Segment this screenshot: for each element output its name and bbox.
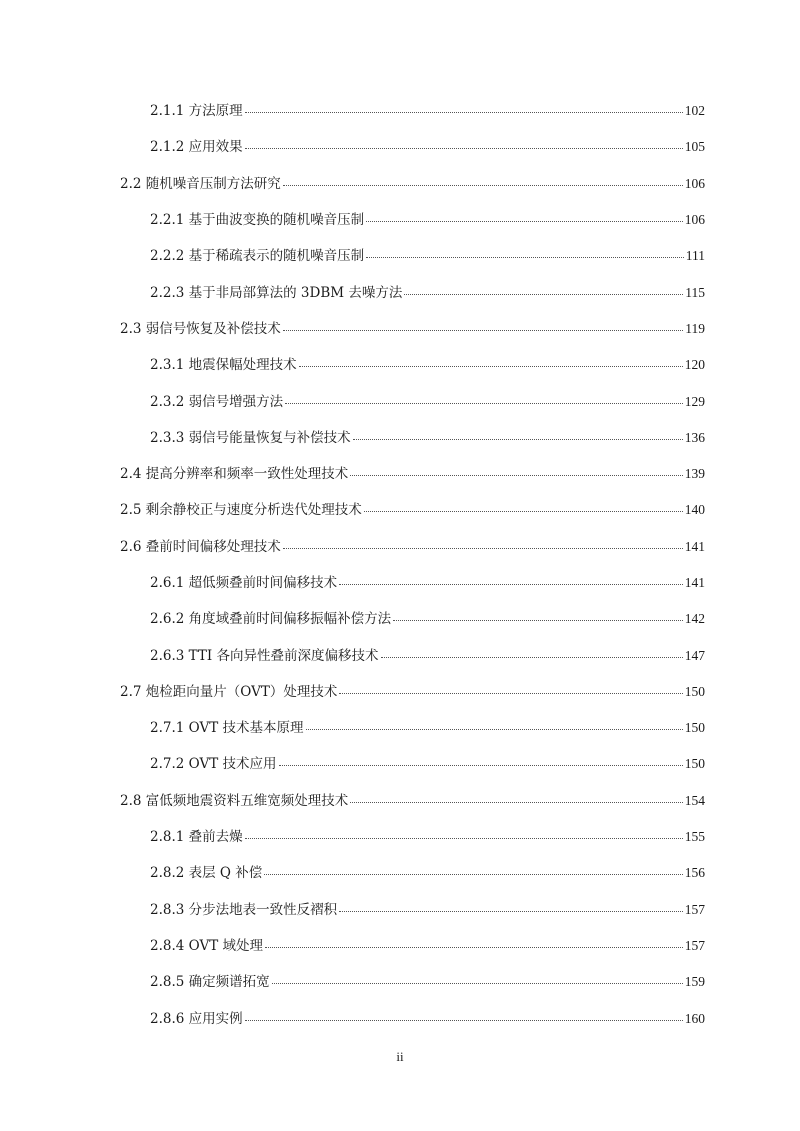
toc-entry-label: 2.6.2 角度域叠前时间偏移振幅补偿方法 (150, 611, 392, 628)
toc-entry-page: 155 (684, 829, 705, 845)
toc-entry[interactable] (0, 709, 800, 745)
dot-leader (283, 319, 683, 333)
toc-section-page: 119 (685, 320, 705, 336)
toc-entry-page: 150 (684, 756, 705, 772)
toc-entry[interactable] (0, 600, 800, 636)
toc-entry-label: 2.3.1 地震保幅处理技术 (150, 357, 297, 374)
toc-entry-label: 2.3.2 弱信号增强方法 (150, 393, 284, 410)
toc-section-label: 2.3 弱信号恢复及补偿技术 (120, 320, 281, 337)
toc-entry-label: 2.2.1 基于曲波变换的随机噪音压制 (150, 212, 365, 229)
dot-leader (245, 828, 683, 842)
toc-entry-label: 2.1.1 方法原理 (150, 103, 243, 120)
toc-section-page: 150 (684, 683, 705, 699)
toc-entry[interactable] (0, 237, 800, 273)
toc-entry[interactable] (0, 273, 800, 309)
toc-entry[interactable] (0, 128, 800, 164)
toc-section-page: 154 (684, 792, 705, 808)
toc-entry-label: 2.8.6 应用实例 (150, 1010, 243, 1027)
toc-entry-page: 115 (685, 284, 705, 300)
dot-leader (245, 138, 683, 152)
toc-entry[interactable] (0, 963, 800, 999)
page-number: ii (396, 1049, 404, 1064)
toc-entry-label: 2.7.2 OVT 技术应用 (150, 756, 277, 773)
dot-leader (306, 719, 683, 733)
dot-leader (279, 755, 683, 769)
toc-section-page: 140 (684, 502, 705, 518)
toc-entry-page: 129 (684, 393, 705, 409)
toc-section[interactable] (0, 165, 800, 201)
toc-section-page: 106 (684, 175, 705, 191)
toc-entry-page: 111 (685, 248, 705, 264)
toc-entry-page: 150 (684, 720, 705, 736)
toc-section-label: 2.4 提高分辨率和频率一致性处理技术 (120, 466, 349, 483)
toc-entry[interactable] (0, 92, 800, 128)
toc-entry-page: 136 (684, 429, 705, 445)
toc-entry-label: 2.3.3 弱信号能量恢复与补偿技术 (150, 429, 351, 446)
dot-leader (350, 791, 682, 805)
toc-entry-label: 2.2.2 基于稀疏表示的随机噪音压制 (150, 248, 365, 265)
dot-leader (350, 465, 682, 479)
toc-entry-page: 147 (684, 647, 705, 663)
toc-entry-page: 160 (684, 1010, 705, 1026)
dot-leader (353, 428, 683, 442)
toc-entry-page: 141 (684, 575, 705, 590)
toc-section[interactable] (0, 528, 800, 564)
dot-leader (265, 936, 683, 950)
toc-entry[interactable] (0, 382, 800, 418)
dot-leader (366, 211, 683, 225)
dot-leader (366, 247, 684, 261)
toc-entry[interactable] (0, 419, 800, 455)
toc-entry-label: 2.8.3 分步法地表一致性反褶积 (150, 901, 338, 918)
toc-entry[interactable] (0, 564, 800, 600)
toc-section[interactable] (0, 782, 800, 818)
dot-leader (245, 1009, 683, 1023)
dot-leader (339, 900, 683, 914)
dot-leader (299, 356, 683, 370)
toc-entry-page: 157 (684, 937, 705, 953)
toc-entry[interactable] (0, 818, 800, 854)
dot-leader (339, 574, 683, 588)
toc-entry[interactable] (0, 745, 800, 781)
dot-leader (393, 610, 683, 624)
dot-leader (245, 102, 683, 116)
dot-leader (404, 283, 683, 297)
dot-leader (272, 973, 683, 987)
dot-leader (283, 537, 683, 551)
toc-entry-label: 2.7.1 OVT 技术基本原理 (150, 720, 304, 737)
dot-leader (283, 174, 683, 188)
toc-entry-label: 2.8.1 叠前去燥 (150, 829, 243, 846)
toc-entry-page: 159 (684, 974, 705, 990)
toc-entry-label: 2.6.1 超低频叠前时间偏移技术 (150, 575, 338, 591)
toc-section-label: 2.7 炮检距向量片（OVT）处理技术 (120, 683, 338, 700)
toc-entry[interactable] (0, 927, 800, 963)
toc-entry[interactable] (0, 854, 800, 890)
toc-section[interactable] (0, 455, 800, 491)
toc-entry[interactable] (0, 346, 800, 382)
toc-section-label: 2.5 剩余静校正与速度分析迭代处理技术 (120, 502, 362, 519)
toc-section-page: 141 (684, 538, 705, 554)
toc-entry-label: 2.8.2 表层 Q 补偿 (150, 865, 263, 882)
toc-entry-page: 120 (684, 357, 705, 373)
toc-entry-label: 2.6.3 TTI 各向异性叠前深度偏移技术 (150, 647, 379, 664)
toc-entry-page: 106 (684, 212, 705, 228)
toc-section[interactable] (0, 491, 800, 527)
toc-entry-page: 105 (684, 139, 705, 155)
toc-entry-page: 157 (684, 901, 705, 917)
toc-section-label: 2.2 随机噪音压制方法研究 (120, 175, 281, 192)
toc-entry-label: 2.1.2 应用效果 (150, 139, 243, 156)
toc-entry[interactable] (0, 201, 800, 237)
dot-leader (339, 682, 682, 696)
toc-section[interactable] (0, 310, 800, 346)
toc-entry[interactable] (0, 891, 800, 927)
toc-entry-page: 142 (684, 611, 705, 627)
dot-leader (381, 646, 683, 660)
toc-entry-page: 156 (684, 865, 705, 881)
dot-leader (264, 864, 682, 878)
toc-entry[interactable] (0, 999, 800, 1035)
toc-entry-label: 2.2.3 基于非局部算法的 3DBM 去噪方法 (150, 284, 403, 301)
table-of-contents (0, 92, 800, 1036)
toc-entry-label: 2.8.4 OVT 域处理 (150, 937, 264, 954)
dot-leader (364, 501, 683, 515)
toc-section-page: 139 (684, 466, 705, 482)
dot-leader (285, 392, 683, 406)
toc-section-label: 2.8 富低频地震资料五维宽频处理技术 (120, 792, 349, 809)
toc-entry[interactable] (0, 636, 800, 672)
toc-entry-page: 102 (684, 103, 705, 119)
toc-section-label: 2.6 叠前时间偏移处理技术 (120, 538, 281, 555)
toc-entry-label: 2.8.5 确定频谱拓宽 (150, 974, 270, 991)
toc-section[interactable] (0, 673, 800, 709)
